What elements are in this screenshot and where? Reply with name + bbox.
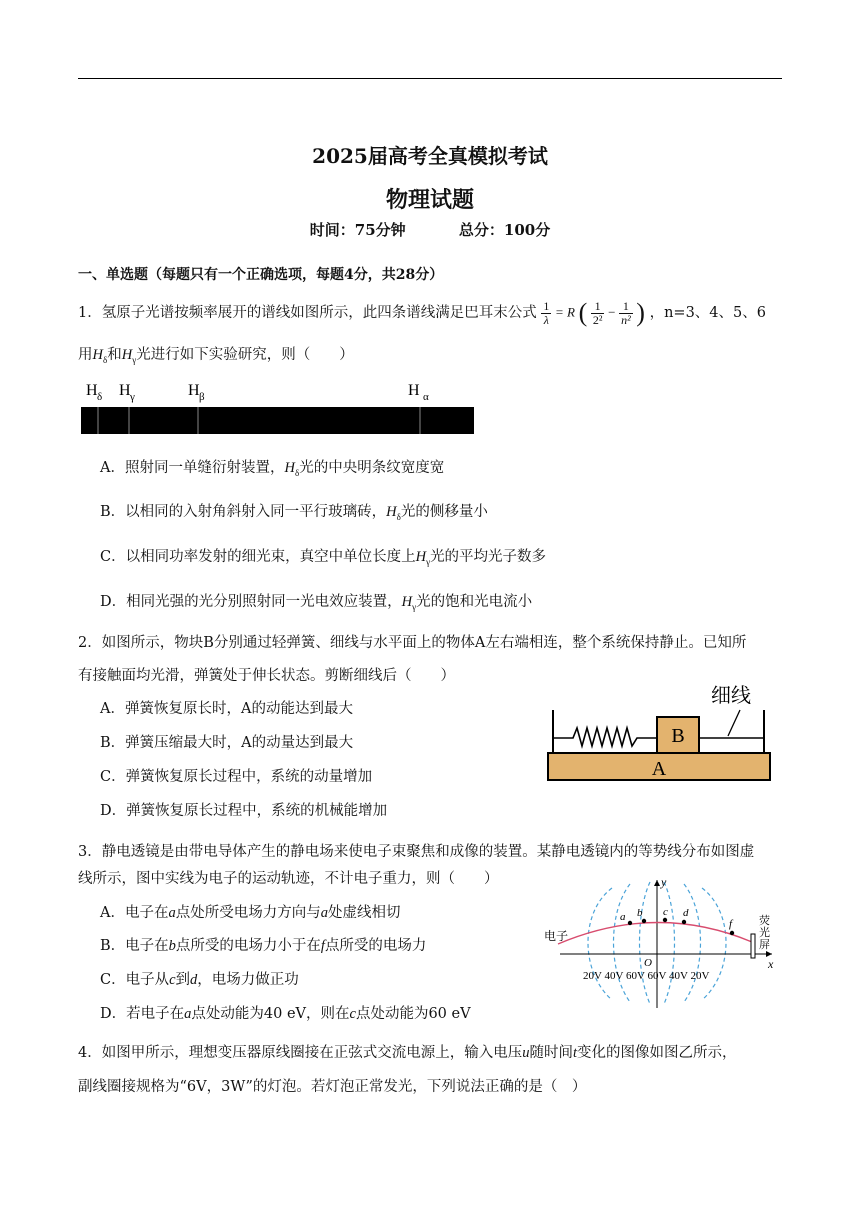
screen-label bbox=[759, 913, 770, 951]
point-c bbox=[663, 918, 667, 922]
equipotential-40v-left bbox=[614, 884, 631, 1002]
balmer-formula: $\frac{1}{\lambda}$ = R ( $\frac{1}{\text{2²}}$ − $\frac{1}{\text{n²}}$ ) bbox=[543, 298, 645, 327]
exam-score: 总分：100分 bbox=[458, 221, 551, 239]
svg-text:a: a bbox=[620, 911, 626, 923]
q4-stem-line2: 副线圈接规格为“6V，3W”的灯泡。若灯泡正常发光，下列说法正确的是（ ） bbox=[78, 1079, 587, 1095]
q2-stem-line1: 2．如图所示，物块B分别通过轻弹簧、细线与水平面上的物体A左右端相连，整个系统保持静止。已知所 bbox=[78, 635, 747, 651]
y-axis-arrow bbox=[654, 880, 660, 886]
svg-text:b: b bbox=[637, 907, 643, 919]
spring bbox=[553, 728, 657, 746]
fluorescent-screen bbox=[751, 934, 755, 958]
q2-option-d[interactable]: D．弹簧恢复原长过程中，系统的机械能增加 bbox=[100, 803, 388, 819]
q3-stem-line1: 3．静电透镜是由带电导体产生的静电场来使电子束聚焦和成像的装置。某静电透镜内的等势线分布如图虚 bbox=[78, 844, 755, 860]
trajectory-points bbox=[628, 918, 734, 935]
spectrum-band bbox=[81, 407, 474, 434]
label-h-beta-sub: β bbox=[199, 391, 205, 403]
label-h-delta-sub: δ bbox=[97, 391, 103, 403]
hydrogen-spectrum-figure bbox=[78, 374, 478, 438]
electrostatic-lens-figure bbox=[540, 872, 780, 1012]
section-heading: 一、单选题（每题只有一个正确选项，每题4分，共28分） bbox=[78, 267, 444, 283]
equipotential-20v-left bbox=[588, 888, 612, 1000]
thread-pointer bbox=[728, 710, 740, 736]
label-h-gamma: H bbox=[119, 382, 131, 399]
label-h-alpha: H bbox=[408, 382, 420, 399]
point-labels bbox=[620, 906, 734, 930]
exam-time: 时间：75分钟 bbox=[309, 221, 406, 239]
svg-text:屏: 屏 bbox=[759, 939, 770, 951]
label-h-alpha-sub: α bbox=[423, 391, 429, 403]
exam-title: 2025届高考全真模拟考试 bbox=[312, 144, 548, 168]
origin-label: O bbox=[644, 957, 652, 969]
q1-option-d[interactable]: D．相同光强的光分别照射同一光电效应装置，$H_\gamma$光的饱和光电流小 bbox=[100, 594, 533, 612]
equipotential-60v-left bbox=[640, 882, 651, 1004]
q3-option-b[interactable]: B．电子在b点所受的电场力小于在f点所受的电场力 bbox=[100, 938, 427, 954]
q1-option-a[interactable]: A．照射同一单缝衍射装置，$H_\delta$光的中央明条纹宽度宽 bbox=[100, 460, 445, 478]
q1-stem-line2: 用$H_\delta$和$H_\gamma$光进行如下实验研究，则（ ） bbox=[78, 347, 354, 365]
q2-option-b[interactable]: B．弹簧压缩最大时，A的动量达到最大 bbox=[100, 735, 354, 751]
spring-block-figure bbox=[545, 680, 773, 784]
svg-text:f: f bbox=[729, 918, 733, 930]
q2-option-a[interactable]: A．弹簧恢复原长时，A的动能达到最大 bbox=[100, 701, 353, 717]
exam-info bbox=[0, 219, 860, 240]
svg-text:c: c bbox=[663, 906, 668, 918]
equipotential-40v-right bbox=[684, 884, 701, 1002]
svg-text:荧: 荧 bbox=[759, 915, 770, 927]
label-a: A bbox=[651, 758, 667, 780]
point-f bbox=[730, 931, 734, 935]
q2-stem-line2: 有接触面均光滑，弹簧处于伸长状态。剪断细线后（ ） bbox=[78, 668, 455, 684]
electron-trajectory bbox=[558, 922, 752, 944]
q1-option-c[interactable]: C．以相同功率发射的细光束，真空中单位长度上$H_\gamma$光的平均光子数多 bbox=[100, 549, 547, 567]
subject-title: 物理试题 bbox=[385, 187, 474, 213]
q2-option-c[interactable]: C．弹簧恢复原长过程中，系统的动量增加 bbox=[100, 769, 373, 785]
svg-text:d: d bbox=[683, 907, 689, 919]
electron-label: 电子 bbox=[544, 929, 569, 943]
axis-y-label: y bbox=[661, 875, 667, 889]
point-b bbox=[642, 919, 646, 923]
label-thread: 细线 bbox=[711, 685, 751, 707]
point-d bbox=[682, 920, 686, 924]
q3-option-a[interactable]: A．电子在a点处所受电场力方向与a处虚线相切 bbox=[100, 905, 401, 921]
q1-stem-line1: 1．氢原子光谱按频率展开的谱线如图所示，此四条谱线满足巴耳末公式 $\frac{1}{\lambda}$ = R ( $\frac{1}{\text{2²}}$ − $\frac{1}{\text{n²}}$ ) ，n=3、4、5、6 bbox=[78, 298, 766, 327]
label-h-delta: H bbox=[86, 382, 98, 399]
q3-stem-line2: 线所示，图中实线为电子的运动轨迹，不计电子重力，则（ ） bbox=[78, 871, 499, 887]
header-rule bbox=[78, 78, 782, 79]
q4-stem-line1: 4．如图甲所示，理想变压器原线圈接在正弦式交流电源上，输入电压u随时间t变化的图像如图乙所示， bbox=[78, 1045, 737, 1061]
q3-option-d[interactable]: D．若电子在a点处动能为40 eV，则在c点处动能为60 eV bbox=[100, 1006, 471, 1022]
svg-text:光: 光 bbox=[759, 927, 770, 939]
label-b: B bbox=[671, 725, 685, 747]
q1-option-b[interactable]: B．以相同的入射角斜射入同一平行玻璃砖，$H_\delta$光的侧移量小 bbox=[100, 504, 488, 522]
equipotential-60v-right bbox=[664, 882, 675, 1004]
voltage-labels: 20V 40V 60V 60V 40V 20V bbox=[583, 970, 710, 982]
label-h-gamma-sub: γ bbox=[130, 391, 135, 403]
equipotential-20v-right bbox=[702, 888, 726, 1000]
label-h-beta: H bbox=[188, 382, 200, 399]
point-a bbox=[628, 921, 632, 925]
q3-option-c[interactable]: C．电子从c到d，电场力做正功 bbox=[100, 972, 299, 988]
axis-x-label: x bbox=[768, 957, 774, 971]
